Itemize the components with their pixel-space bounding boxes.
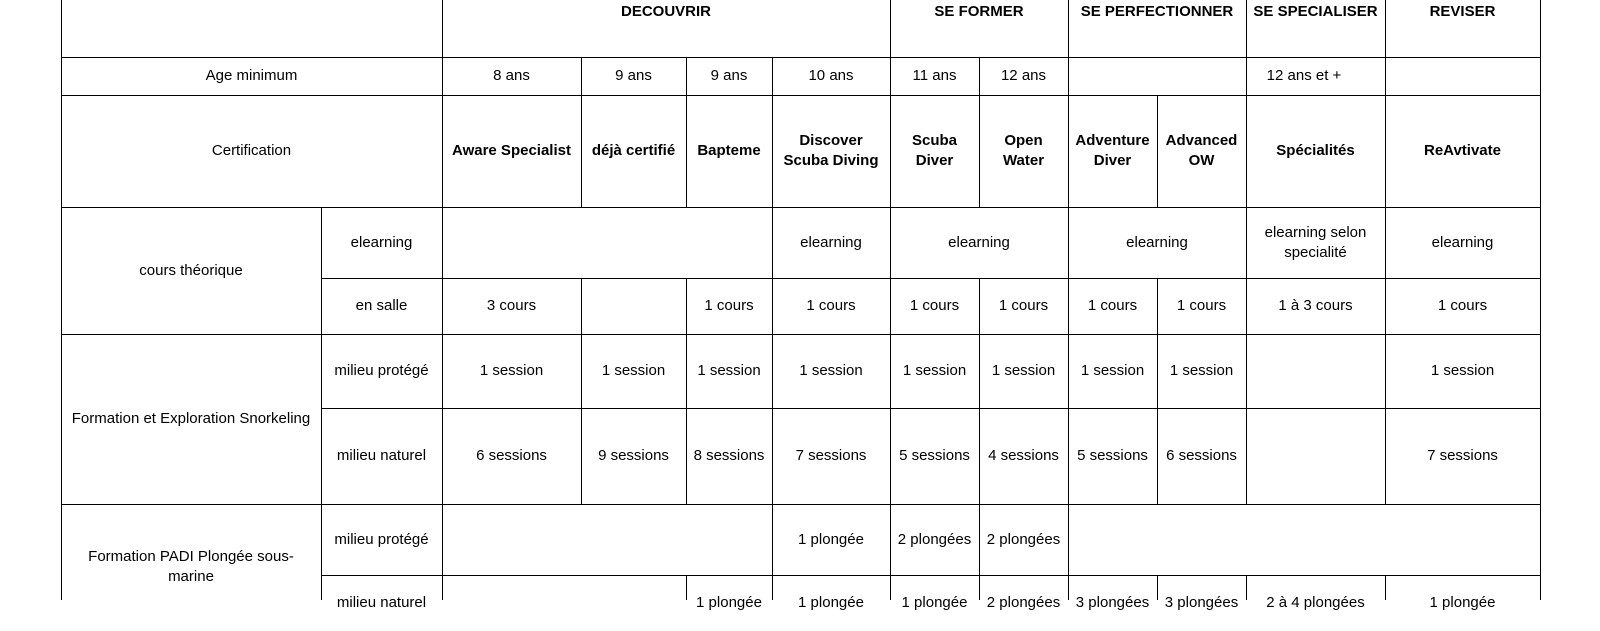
- salle-discover: 1 cours: [806, 297, 856, 314]
- salle-scuba-diver: 1 cours: [909, 297, 960, 314]
- age-minimum-label: Age minimum: [205, 67, 298, 84]
- age-scuba-diver: 11 ans: [912, 67, 957, 84]
- plongee-naturel-label: milieu naturel: [336, 594, 427, 611]
- snork-naturel-advanced: 6 sessions: [1166, 447, 1237, 464]
- header-decouvrir: DECOUVRIR: [620, 3, 711, 20]
- grid-line: [321, 575, 1541, 576]
- cert-open-water: Open Water: [1002, 132, 1045, 169]
- cert-bapteme: Bapteme: [697, 142, 761, 159]
- grid-line: [686, 278, 687, 504]
- snorkeling-protege-label: milieu protégé: [334, 362, 429, 379]
- snork-protege-adventure: 1 session: [1080, 362, 1145, 379]
- salle-reviser: 1 cours: [1437, 297, 1488, 314]
- age-aware: 8 ans: [493, 67, 530, 84]
- snork-naturel-deja: 9 sessions: [598, 447, 669, 464]
- snork-protege-bapteme: 1 session: [697, 362, 761, 379]
- grid-line: [61, 0, 62, 600]
- elearning-label: elearning: [350, 233, 413, 251]
- grid-line: [1157, 575, 1158, 600]
- cert-discover-scuba: Discover Scuba Diving: [783, 132, 879, 169]
- grid-line: [979, 278, 980, 600]
- cert-scuba-diver: Scuba Diver: [911, 132, 957, 169]
- snork-protege-reviser: 1 session: [1430, 362, 1495, 379]
- grid-line: [61, 95, 1541, 96]
- plongee-protege-discover: 1 plongée: [798, 530, 864, 548]
- cert-adventure-diver: Adventure Diver: [1075, 132, 1150, 169]
- snorkeling-naturel-label: milieu naturel: [336, 447, 427, 464]
- cert-deja-certifie: déjà certifié: [591, 142, 676, 159]
- elearning-se-perfectionner: elearning: [1126, 233, 1188, 251]
- plongee-label: Formation PADI Plongée sous-marine: [88, 548, 294, 585]
- snork-protege-discover: 1 session: [799, 362, 863, 379]
- cert-reactivate: ReAvtivate: [1424, 142, 1501, 159]
- plongee-naturel-advanced: 3 plongées: [1164, 594, 1239, 611]
- certification-label: Certification: [211, 142, 292, 159]
- grid-line: [1246, 0, 1247, 504]
- elearning-reviser: elearning: [1431, 233, 1494, 251]
- snork-protege-openwater: 1 session: [991, 362, 1056, 379]
- elearning-se-former: elearning: [948, 233, 1010, 251]
- plongee-protege-label: milieu protégé: [334, 530, 429, 548]
- elearning-discover: elearning: [800, 233, 862, 251]
- cours-theorique-label: cours théorique: [139, 261, 243, 279]
- grid-line: [321, 278, 1541, 279]
- salle-specialites: 1 à 3 cours: [1278, 297, 1353, 314]
- salle-advanced: 1 cours: [1176, 297, 1227, 314]
- snorkeling-label: Formation et Exploration Snorkeling: [71, 410, 311, 427]
- grid-line: [686, 57, 687, 207]
- plongee-naturel-openwater: 2 plongées: [986, 594, 1061, 611]
- grid-line: [61, 504, 1541, 505]
- grid-line: [1068, 0, 1069, 600]
- age-deja-certifie: 9 ans: [615, 67, 652, 84]
- plongee-naturel-reviser: 1 plongée: [1429, 594, 1496, 611]
- plongee-naturel-scuba: 1 plongée: [901, 594, 968, 611]
- grid-line: [1385, 0, 1386, 504]
- snork-naturel-bapteme: 8 sessions: [693, 447, 765, 464]
- cert-aware-specialist: Aware Specialist: [452, 142, 571, 159]
- snork-naturel-openwater: 4 sessions: [988, 447, 1059, 464]
- snork-naturel-adventure: 5 sessions: [1077, 447, 1148, 464]
- plongee-protege-openwater: 2 plongées: [986, 530, 1061, 548]
- grid-line: [61, 207, 1541, 208]
- snork-naturel-aware: 6 sessions: [476, 447, 547, 464]
- plongee-naturel-discover: 1 plongée: [798, 594, 864, 611]
- grid-line: [1385, 575, 1386, 600]
- snork-naturel-reviser: 7 sessions: [1427, 447, 1498, 464]
- header-se-perfectionner: SE PERFECTIONNER: [1080, 3, 1234, 20]
- snork-protege-deja: 1 session: [601, 362, 666, 379]
- plongee-naturel-adventure: 3 plongées: [1075, 594, 1150, 611]
- header-se-specialiser: SE SPECIALISER: [1253, 3, 1378, 20]
- salle-bapteme: 1 cours: [704, 297, 754, 314]
- age-bapteme: 9 ans: [710, 67, 748, 84]
- plongee-naturel-specialites: 2 à 4 plongées: [1266, 594, 1365, 611]
- salle-adventure: 1 cours: [1087, 297, 1138, 314]
- cert-specialites: Spécialités: [1276, 142, 1355, 159]
- grid-line: [61, 334, 1541, 335]
- salle-open-water: 1 cours: [998, 297, 1049, 314]
- header-reviser: REVISER: [1429, 3, 1496, 20]
- grid-line: [321, 408, 1541, 409]
- grid-line: [321, 207, 322, 600]
- grid-line: [772, 57, 773, 600]
- grid-line: [1246, 575, 1247, 600]
- salle-aware: 3 cours: [486, 297, 537, 314]
- elearning-specialites: elearning selon specialité: [1264, 223, 1367, 261]
- plongee-naturel-bapteme: 1 plongée: [696, 594, 762, 611]
- snork-protege-advanced: 1 session: [1169, 362, 1234, 379]
- age-12-plus: 12 ans et +: [1266, 67, 1342, 84]
- en-salle-label: en salle: [355, 297, 408, 314]
- grid-line: [442, 0, 443, 600]
- plongee-protege-scuba: 2 plongées: [897, 530, 972, 548]
- header-se-former: SE FORMER: [934, 3, 1024, 20]
- snork-protege-aware: 1 session: [479, 362, 544, 379]
- grid-line: [581, 57, 582, 207]
- grid-line: [1540, 0, 1541, 600]
- snork-protege-scuba: 1 session: [902, 362, 967, 379]
- grid-line: [1157, 278, 1158, 504]
- grid-line: [979, 57, 980, 207]
- snork-naturel-scuba: 5 sessions: [899, 447, 970, 464]
- grid-line: [1157, 95, 1158, 207]
- grid-line: [61, 57, 1541, 58]
- age-discover: 10 ans: [808, 67, 854, 84]
- grid-line: [581, 278, 582, 504]
- grid-line: [686, 575, 687, 600]
- age-open-water: 12 ans: [1000, 67, 1047, 84]
- grid-line: [890, 0, 891, 600]
- snork-naturel-discover: 7 sessions: [795, 447, 867, 464]
- cert-advanced-ow: Advanced OW: [1165, 132, 1238, 169]
